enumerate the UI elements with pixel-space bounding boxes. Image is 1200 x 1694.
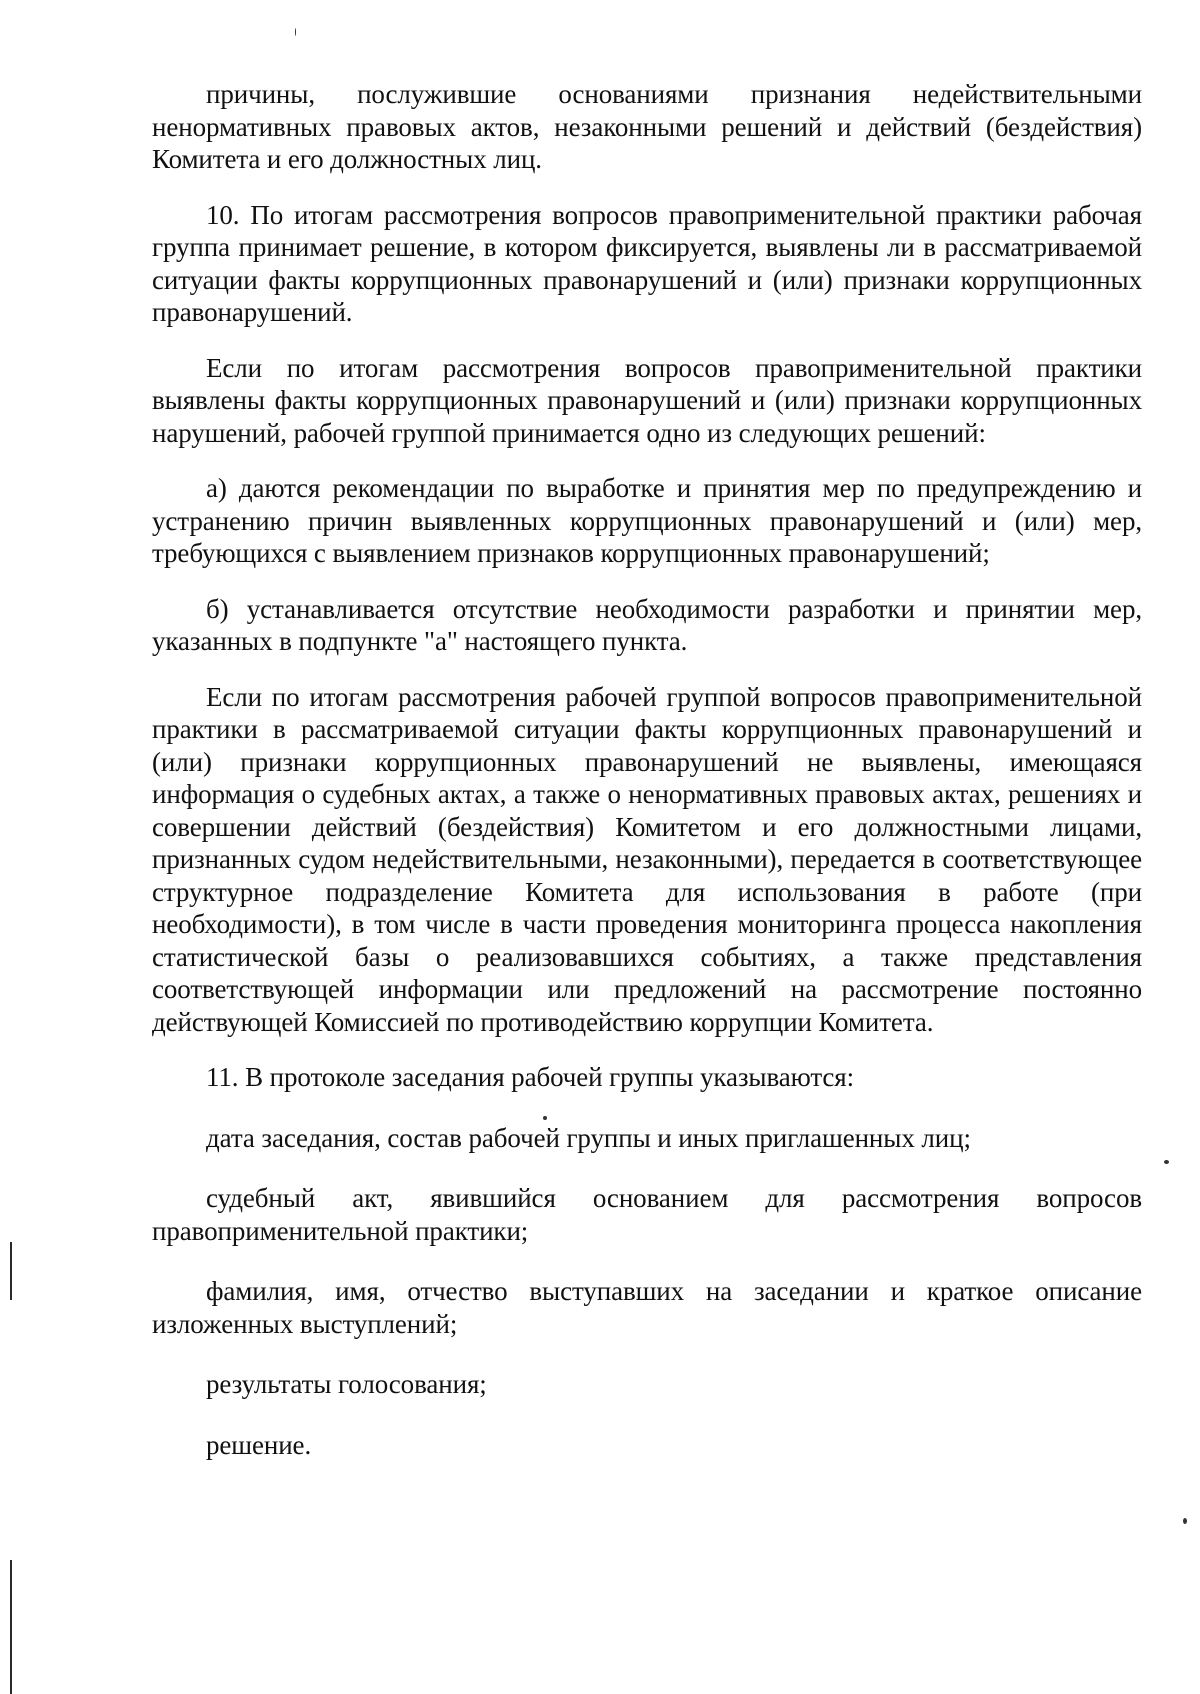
scan-artifact-line — [10, 1242, 12, 1300]
paragraph-if-not-detected: Если по итогам рассмотрения рабочей группой вопросов правоприменительной практики в рассматриваемой ситуации факты коррупционных правонарушений и (или) признаки коррупционных правонарушений не выявлены, имеющаяся информация о судебных актах, а также о ненормативных правовых актах, решениях и совершении действий (бездействия) Комитетом и его должностными лицами, признанных судом недействительными, незаконными), передается в соответствующее структурное подразделение Комитета для использования в работе (при необходимости), в том числе в части проведения мониторинга процесса накопления статистической базы о реализовавшихся событиях, а также представления соответствующей информации или предложений на рассмотрение постоянно действующей Комиссией по противодействию коррупции Комитета. — [152, 681, 1142, 1037]
paragraph-item-10: 10. По итогам рассмотрения вопросов правоприменительной практики рабочая группа принимает решение, в котором фиксируется, выявлены ли в рассматриваемой ситуации факты коррупционных правонарушений и (или) признаки коррупционных правонарушений. — [152, 199, 1142, 327]
list-item-decision: решение. — [206, 1429, 312, 1460]
scan-artifact-line — [10, 1560, 12, 1694]
paragraph-if-detected: Если по итогам рассмотрения вопросов правоприменительной практики выявлены факты коррупционных правонарушений и (или) признаки коррупционных нарушений, рабочей группой принимается одно из следующих решений: — [152, 352, 1142, 448]
paragraph-option-b: б) устанавливается отсутствие необходимости разработки и принятии мер, указанных в подпункте "а" настоящего пункта. — [152, 593, 1142, 656]
list-item-meeting-date: дата заседания, состав рабочей группы и иных приглашенных лиц; — [206, 1122, 971, 1153]
document-body — [152, 78, 1142, 1489]
paragraph-reasons: причины, послужившие основаниями признания недействительными ненормативных правовых актов, незаконными решений и действий (бездействия) Комитета и его должностных лиц. — [152, 79, 1142, 174]
paragraph-option-a: а) даются рекомендации по выработке и принятия мер по предупреждению и устранению причин выявленных коррупционных правонарушений и (или) мер, требующихся с выявлением признаков коррупционных правонарушений; — [152, 473, 1142, 568]
scan-speck — [1183, 1518, 1187, 1524]
scan-speck — [1164, 1160, 1169, 1164]
scan-speck — [295, 28, 296, 36]
scan-speck — [543, 1116, 547, 1120]
list-item-speakers: фамилия, имя, отчество выступавших на заседании и краткое описание изложенных выступлений; — [152, 1276, 1142, 1339]
list-item-court-act: судебный акт, явившийся основанием для рассмотрения вопросов правоприменительной практики; — [152, 1183, 1142, 1246]
list-item-voting-results: результаты голосования; — [206, 1369, 487, 1399]
paragraph-item-11: 11. В протоколе заседания рабочей группы указываются: — [206, 1062, 854, 1092]
